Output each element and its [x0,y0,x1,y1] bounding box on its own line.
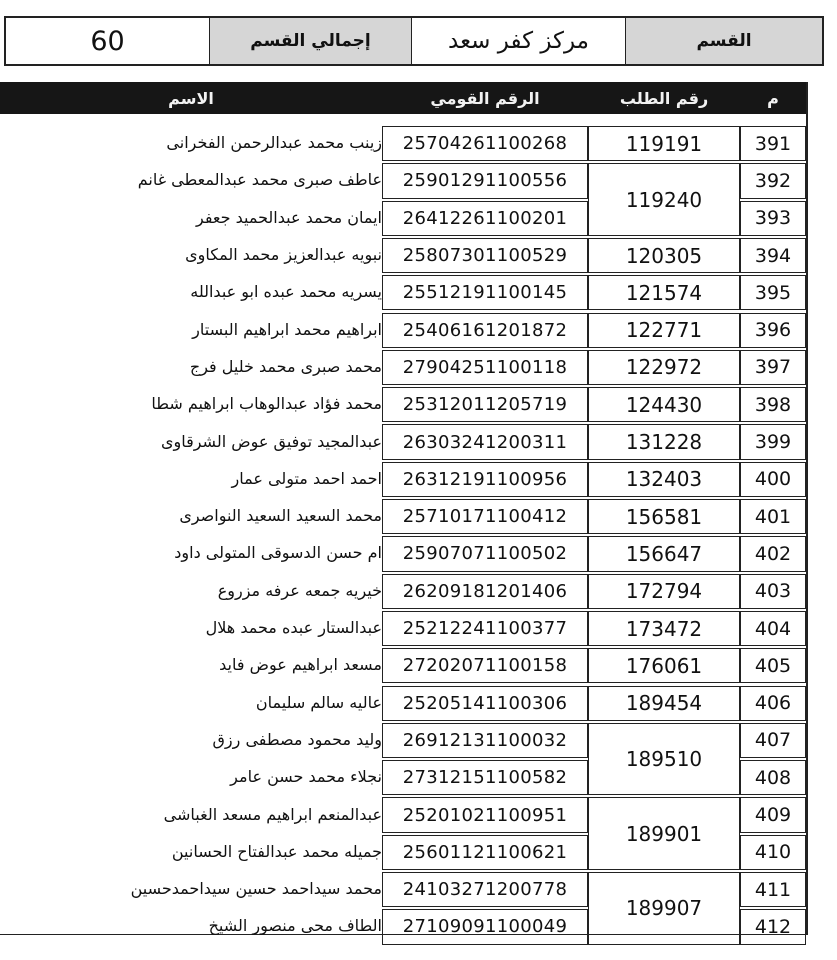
applicant-name: جميله محمد عبدالفتاح الحسانين [171,841,382,861]
serial-number: 403 [740,574,806,609]
national-id: 25807301100529 [382,238,588,273]
applicant-name: زينب محمد عبدالرحمن الفخرانى [166,133,382,153]
applicant-name: عبدالستار عبده محمد هلال [205,618,382,638]
column-header-serial: م [740,82,806,114]
column-header-request-number: رقم الطلب [588,82,740,114]
national-id: 25601121100621 [382,835,588,870]
national-id: 25901291100556 [382,163,588,198]
applicant-name: محمد فؤاد عبدالوهاب ابراهيم شطا [151,394,382,414]
serial-number: 401 [740,499,806,534]
applicant-name: عاليه سالم سليمان [255,692,382,712]
national-id: 26912131100032 [382,723,588,758]
national-id: 26303241200311 [382,424,588,459]
applicant-name: احمد احمد متولى عمار [231,468,382,488]
request-number: 189901 [588,797,740,870]
request-number: 156581 [588,499,740,534]
national-id: 25406161201872 [382,313,588,348]
request-number: 173472 [588,611,740,646]
section-summary-header [4,16,824,66]
request-number: 172794 [588,574,740,609]
serial-number: 411 [740,872,806,907]
applicant-name: محمد صبرى محمد خليل فرج [189,356,382,376]
request-number: 122972 [588,350,740,385]
serial-number: 408 [740,760,806,795]
national-id: 27904251100118 [382,350,588,385]
serial-number: 402 [740,536,806,571]
section-total-value: 60 [6,18,210,64]
serial-number: 400 [740,462,806,497]
applicant-name: نبويه عبدالعزيز محمد المكاوى [185,245,382,265]
serial-number: 393 [740,201,806,236]
section-total-label: إجمالي القسم [210,18,412,64]
serial-number: 397 [740,350,806,385]
serial-number: 392 [740,163,806,198]
request-number: 121574 [588,275,740,310]
serial-number: 407 [740,723,806,758]
request-number: 176061 [588,648,740,683]
serial-number: 409 [740,797,806,832]
applicant-name: ام حسن الدسوقى المتولى داود [174,543,382,563]
applicant-name: الطاف محى منصور الشيخ [208,916,382,936]
request-number: 156647 [588,536,740,571]
national-id: 27202071100158 [382,648,588,683]
applicant-name: عبدالمجيد توفيق عوض الشرقاوى [160,431,382,451]
serial-number: 410 [740,835,806,870]
national-id: 26312191100956 [382,462,588,497]
serial-number: 398 [740,387,806,422]
applicant-name: عاطف صبرى محمد عبدالمعطى غانم [137,170,382,190]
center-name: مركز كفر سعد [412,18,626,64]
national-id: 26412261100201 [382,201,588,236]
serial-number: 404 [740,611,806,646]
serial-number: 395 [740,275,806,310]
national-id: 25201021100951 [382,797,588,832]
request-number: 120305 [588,238,740,273]
national-id: 24103271200778 [382,872,588,907]
national-id: 25907071100502 [382,536,588,571]
applicant-name: عبدالمنعم ابراهيم مسعد الغباشى [163,804,382,824]
national-id: 27312151100582 [382,760,588,795]
national-id: 25205141100306 [382,686,588,721]
column-header-name: الاسم [0,82,382,114]
applicant-name: محمد السعيد السعيد النواصرى [179,506,382,526]
national-id: 26209181201406 [382,574,588,609]
national-id: 25212241100377 [382,611,588,646]
request-number: 119191 [588,126,740,161]
request-number: 189454 [588,686,740,721]
serial-number: 406 [740,686,806,721]
serial-number: 394 [740,238,806,273]
national-id: 25312011205719 [382,387,588,422]
national-id: 25710171100412 [382,499,588,534]
section-label: القسم [626,18,822,64]
column-header-national-id: الرقم القومي [382,82,588,114]
national-id: 25512191100145 [382,275,588,310]
national-id: 27109091100049 [382,909,588,944]
serial-number: 412 [740,909,806,944]
request-number: 131228 [588,424,740,459]
applicant-name: وليد محمود مصطفى رزق [212,729,382,749]
request-number: 122771 [588,313,740,348]
serial-number: 391 [740,126,806,161]
serial-number: 396 [740,313,806,348]
serial-number: 399 [740,424,806,459]
applicant-name: يسريه محمد عبده ابو عبدالله [190,282,382,302]
applicants-table [0,82,808,938]
request-number: 189510 [588,723,740,796]
serial-number: 405 [740,648,806,683]
request-number: 124430 [588,387,740,422]
applicant-name: نجلاء محمد حسن عامر [230,767,382,787]
national-id: 25704261100268 [382,126,588,161]
request-number: 189907 [588,872,740,945]
applicant-name: ايمان محمد عبدالحميد جعفر [195,207,382,227]
request-number: 119240 [588,163,740,236]
applicant-name: ابراهيم محمد ابراهيم البستار [192,319,382,339]
applicant-name: محمد سيداحمد حسين سيداحمدحسين [130,879,382,899]
request-number: 132403 [588,462,740,497]
applicant-name: خيريه جمعه عرفه مزروع [217,580,382,600]
applicant-name: مسعد ابراهيم عوض فايد [219,655,382,675]
